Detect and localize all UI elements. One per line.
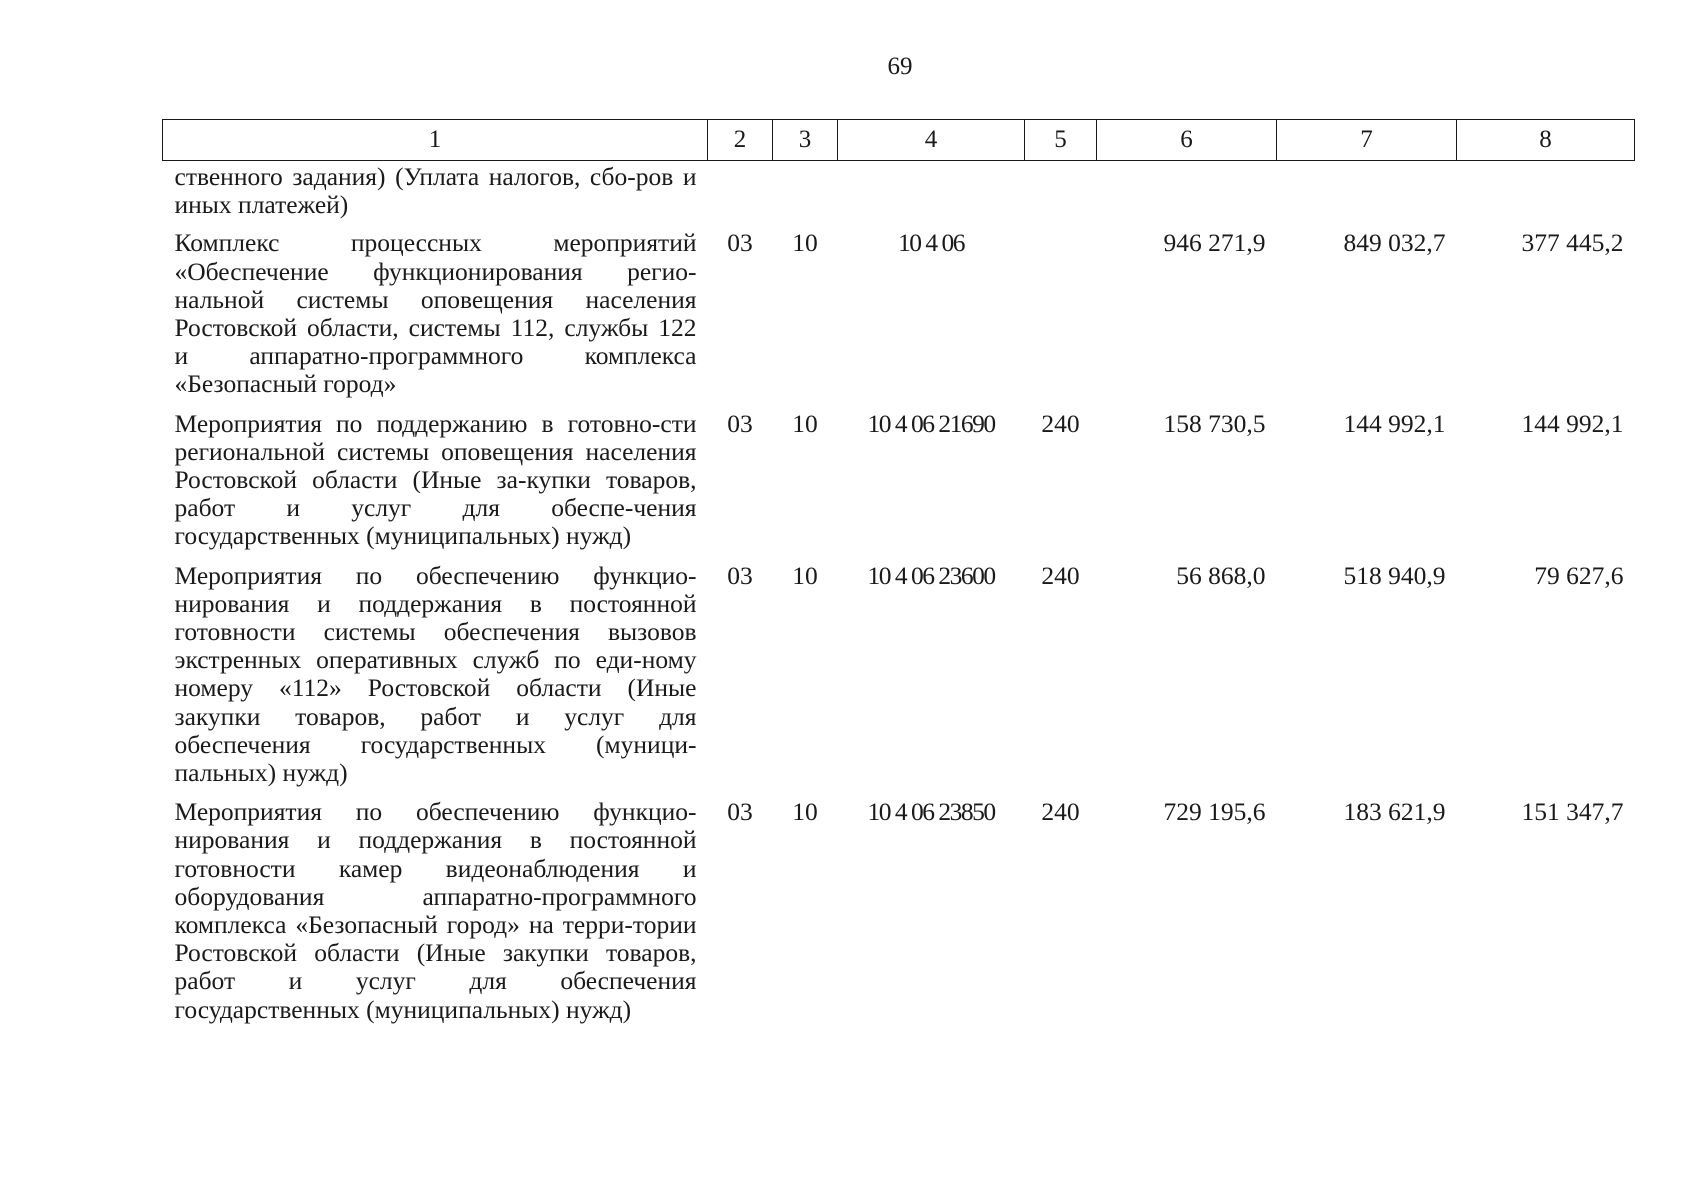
table-row [163, 229, 1635, 409]
row-pr-cell: 10 [792, 560, 818, 590]
budget-table [162, 119, 1635, 1035]
row-vr-cell: 240 [1041, 797, 1080, 827]
row-amount-col6: 56 868,0 [1176, 560, 1266, 590]
row-rz-cell: 03 [727, 228, 753, 258]
row-vr-cell [1025, 161, 1097, 230]
row-amount-col7 [1277, 161, 1457, 230]
row-vr-cell: 240 [1041, 408, 1080, 438]
header-row [163, 120, 1635, 161]
row-csr-cell: 10 4 06 21690 [867, 408, 995, 438]
budget-table-container [162, 119, 1634, 1035]
row-amount-col7: 144 992,1 [1343, 408, 1446, 438]
header-col-4: 4 [838, 120, 1025, 161]
table-row [163, 798, 1635, 1035]
row-amount-col8: 79 627,6 [1534, 560, 1624, 590]
table-row [163, 161, 1635, 230]
row-amount-col7: 183 621,9 [1343, 797, 1446, 827]
row-csr-cell: 10 4 06 23600 [867, 560, 995, 590]
row-vr-cell: 240 [1041, 560, 1080, 590]
row-rz-cell: 03 [727, 408, 753, 438]
table-row [163, 410, 1635, 562]
row-amount-col8 [1457, 161, 1635, 230]
row-pr-cell: 10 [792, 797, 818, 827]
row-pr-cell: 10 [792, 228, 818, 258]
page-number: 69 [887, 53, 913, 80]
header-col-3: 3 [773, 120, 838, 161]
row-amount-col7: 518 940,9 [1343, 560, 1446, 590]
row-pr-cell: 10 [792, 408, 818, 438]
row-amount-col8: 144 992,1 [1521, 408, 1624, 438]
row-name-cell: ственного задания) (Уплата налогов, сбо-ров и иных платежей) [174, 162, 697, 220]
row-amount-col6 [1097, 161, 1277, 230]
row-name-cell: Мероприятия по поддержанию в готовно-сти региональной системы оповещения населения Ростовской области (Иные за-купки товаров, работ и услуг для обеспе-чения государственных (муниципальных) нужд) [174, 408, 697, 551]
header-col-8: 8 [1457, 120, 1635, 161]
table-header [163, 120, 1635, 161]
row-csr-cell [838, 161, 1025, 230]
row-amount-col8: 151 347,7 [1521, 797, 1624, 827]
row-name-cell: Комплекс процессных мероприятий «Обеспечение функционирования регио-нальной системы оповещения населения Ростовской области, системы 112, службы 122 и аппаратно-программного комплекса «Безопасный город» [174, 228, 697, 399]
row-pr-cell [773, 161, 838, 230]
row-vr-cell [1025, 229, 1097, 409]
header-col-6: 6 [1097, 120, 1277, 161]
row-amount-col8: 377 445,2 [1521, 228, 1624, 258]
header-col-5: 5 [1025, 120, 1097, 161]
row-amount-col6: 946 271,9 [1163, 228, 1266, 258]
header-col-7: 7 [1277, 120, 1457, 161]
row-amount-col7: 849 032,7 [1343, 228, 1446, 258]
header-col-2: 2 [708, 120, 773, 161]
row-name-cell: Мероприятия по обеспечению функцио-нирования и поддержания в постоянной готовности системы обеспечения вызовов экстренных оперативных служб по еди-ному номеру «112» Ростовской области (Иные закупки товаров, работ и услуг для обеспечения государственных (муници-пальных) нужд) [174, 560, 697, 788]
row-rz-cell [708, 161, 773, 230]
row-csr-cell: 10 4 06 23850 [867, 797, 995, 827]
row-rz-cell: 03 [727, 797, 753, 827]
header-col-1: 1 [163, 120, 708, 161]
table-body [163, 161, 1635, 1035]
table-row [163, 562, 1635, 799]
row-rz-cell: 03 [727, 560, 753, 590]
row-amount-col6: 729 195,6 [1163, 797, 1266, 827]
row-amount-col6: 158 730,5 [1163, 408, 1266, 438]
row-csr-cell: 10 4 06 [898, 228, 964, 258]
row-name-cell: Мероприятия по обеспечению функцио-нирования и поддержания в постоянной готовности камер видеонаблюдения и оборудования аппаратно-программного комплекса «Безопасный город» на терри-тории Ростовской области (Иные закупки товаров, работ и услуг для обеспечения государственных (муниципальных) нужд) [174, 797, 697, 1024]
